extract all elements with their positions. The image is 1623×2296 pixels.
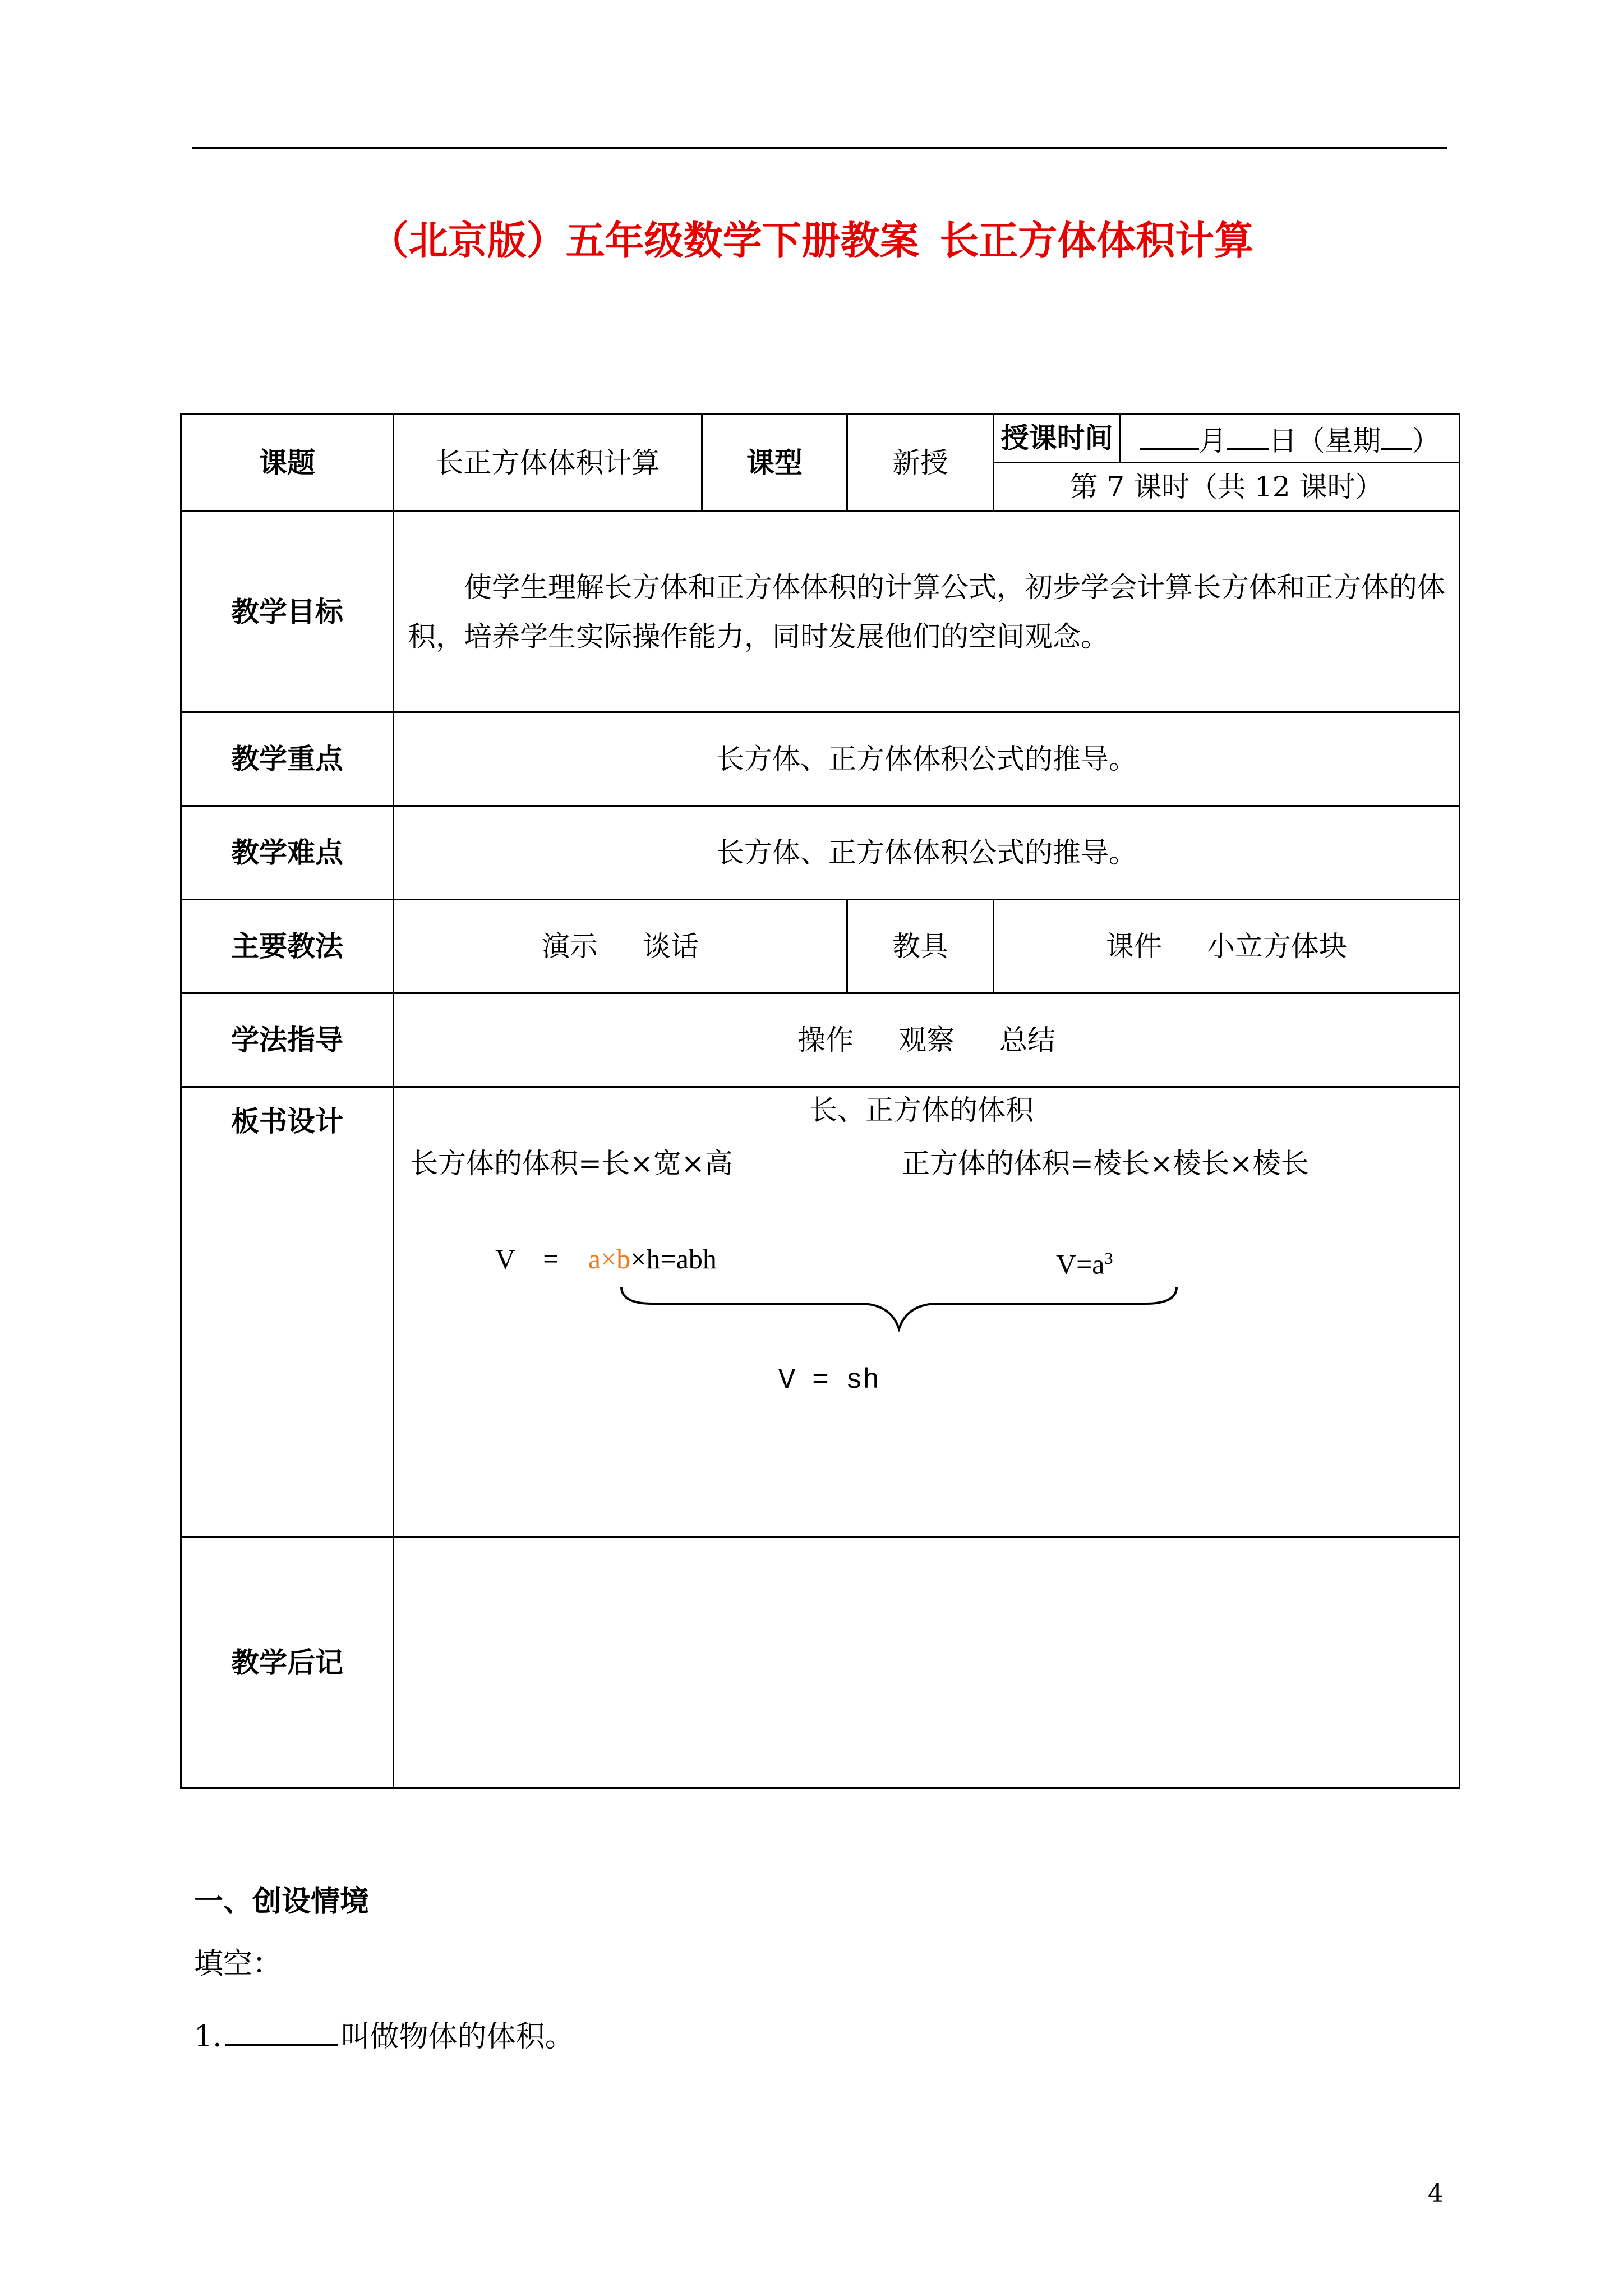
key-point-label: 教学重点: [181, 712, 394, 806]
time-value: 月 日（星期 ）: [1121, 414, 1460, 463]
month-blank: [1140, 416, 1199, 450]
notes-area: [394, 1538, 1460, 1788]
day-blank: [1227, 416, 1269, 450]
time-label: 授课时间: [994, 414, 1121, 463]
type-label: 课型: [702, 414, 847, 512]
notes-label: 教学后记: [181, 1538, 394, 1788]
tools-label: 教具: [847, 900, 994, 993]
key-point-text: 长方体、正方体体积公式的推导。: [394, 712, 1460, 806]
board-design-label: 板书设计: [181, 1087, 394, 1538]
period-info: 第 7 课时（共 12 课时）: [994, 463, 1460, 512]
topic-label: 课题: [181, 414, 394, 512]
header-rule: [192, 147, 1447, 149]
cuboid-formula: 长方体的体积=长×宽×高: [410, 1147, 733, 1180]
cube-formula: 正方体的体积=棱长×棱长×棱长: [902, 1147, 1309, 1180]
method-label: 主要教法: [181, 900, 394, 993]
board-design: [394, 1087, 1460, 1538]
difficulty-label: 教学难点: [181, 806, 394, 900]
goal-text: 使学生理解长方体和正方体体积的计算公式，初步学会计算长方体和正方体的体积，培养学生实际操作能力，同时发展他们的空间观念。: [394, 512, 1460, 712]
lesson-plan-table: [180, 413, 1460, 1789]
general-volume-formula: V = sh: [778, 1365, 880, 1397]
brace-icon: [619, 1284, 1179, 1335]
study-guide-value: 操作 观察 总结: [394, 993, 1460, 1087]
goal-label: 教学目标: [181, 512, 394, 712]
tools-value: 课件 小立方体块: [994, 900, 1460, 993]
topic-value: 长正方体体积计算: [394, 414, 702, 512]
cuboid-volume-formula: V = a×b×h=abh: [495, 1243, 717, 1274]
type-value: 新授: [847, 414, 994, 512]
a-times-b: a×b: [588, 1243, 631, 1274]
title-topic: 长正方体体积计算: [939, 218, 1254, 264]
cube-volume-formula: $V=a^3$: [1056, 1248, 1113, 1280]
question-1: 1. 叫做物体的体积。: [194, 2009, 574, 2056]
document-title: [0, 215, 1623, 266]
board-heading: 长、正方体的体积: [809, 1094, 1034, 1126]
weekday-blank: [1381, 416, 1412, 450]
section-heading: 一、创设情境: [194, 1885, 370, 1918]
page-number: 4: [1428, 2179, 1444, 2208]
method-value: 演示 谈话: [394, 900, 847, 993]
difficulty-text: 长方体、正方体体积公式的推导。: [394, 806, 1460, 900]
answer-blank: [225, 2009, 338, 2046]
fill-label: 填空：: [194, 1947, 282, 1981]
study-guide-label: 学法指导: [181, 993, 394, 1087]
title-main: （北京版）五年级数学下册教案: [369, 218, 919, 264]
